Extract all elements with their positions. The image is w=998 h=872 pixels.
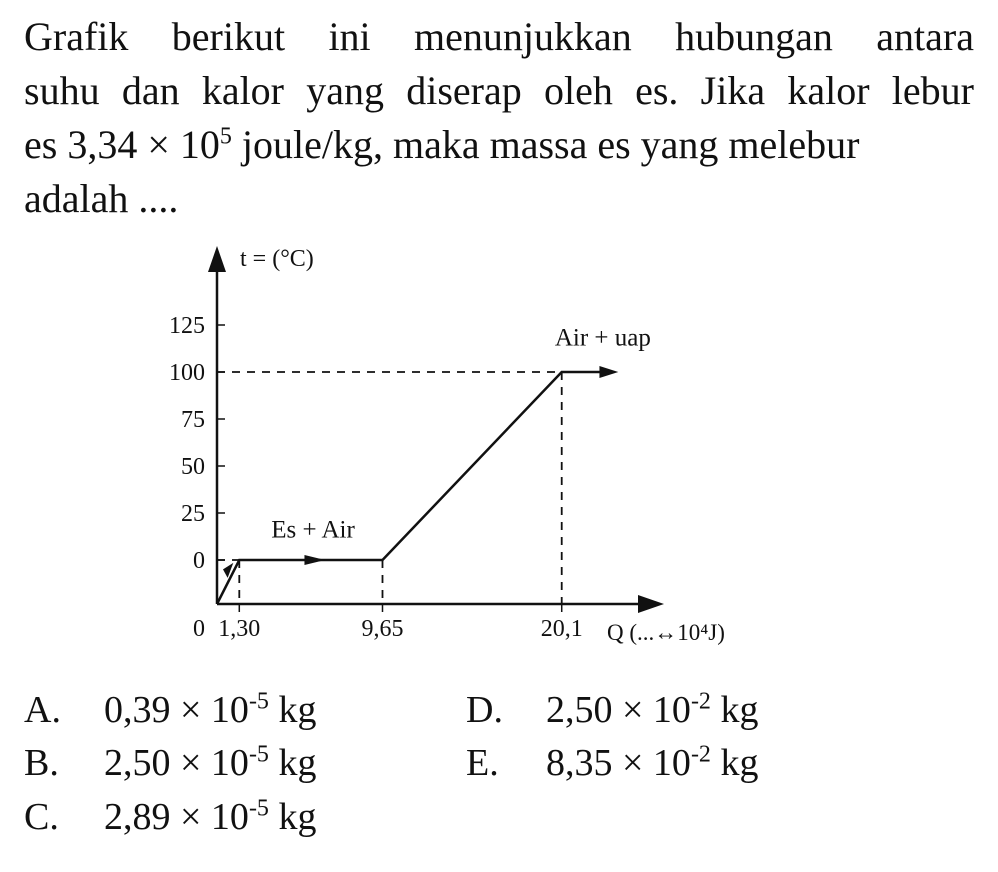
y-tick-label: 0 xyxy=(193,548,205,574)
option-letter: A. xyxy=(24,689,61,731)
option-unit: kg xyxy=(710,742,759,784)
word: yang xyxy=(306,68,384,113)
x-axis-arrow xyxy=(638,595,664,613)
x-tick-label: 20,1 xyxy=(540,616,583,642)
chart-guide-lines xyxy=(217,372,562,604)
word: hubungan xyxy=(675,14,833,59)
option-unit: kg xyxy=(268,796,317,838)
y-tick-label: 75 xyxy=(181,407,205,433)
chart-series xyxy=(217,366,618,604)
y-tick-label: 50 xyxy=(181,454,205,480)
option-c[interactable] xyxy=(24,795,316,839)
series-line xyxy=(217,372,611,604)
question-line-3-start: es 3,34 × 10 xyxy=(24,122,220,167)
y-tick-label: 125 xyxy=(169,313,205,339)
x-tick-label: 9,65 xyxy=(361,616,404,642)
option-value: 2,50 × 10 xyxy=(104,742,249,784)
word: menunjukkan xyxy=(414,14,632,59)
option-exponent: -2 xyxy=(690,688,711,715)
option-a[interactable] xyxy=(24,688,316,732)
option-unit: kg xyxy=(268,742,317,784)
option-letter: E. xyxy=(466,742,499,784)
word: dan xyxy=(121,68,180,113)
x-tick-label: 0 xyxy=(193,616,205,642)
word: ini xyxy=(328,14,371,59)
chart-labels xyxy=(169,246,725,645)
option-letter: C. xyxy=(24,796,59,838)
melting-arrow xyxy=(304,555,325,565)
question-line-4: adalah .... xyxy=(24,176,179,221)
option-exponent: -2 xyxy=(690,741,711,768)
chart-axes xyxy=(208,246,664,613)
word: kalor xyxy=(787,68,870,113)
y-axis-title: t = (°C) xyxy=(240,246,314,272)
option-letter: B. xyxy=(24,742,59,784)
x-axis-title: Q (...↔10⁴J) xyxy=(607,620,725,645)
word: es. xyxy=(635,68,679,113)
option-value: 2,89 × 10 xyxy=(104,796,249,838)
option-value: 8,35 × 10 xyxy=(546,742,691,784)
question-line-3-end: joule/kg, maka massa es yang melebur xyxy=(231,122,860,167)
option-b[interactable] xyxy=(24,741,316,785)
option-e[interactable] xyxy=(466,741,758,785)
word: Grafik xyxy=(24,14,129,59)
option-unit: kg xyxy=(268,689,317,731)
exponent: 5 xyxy=(219,123,232,150)
option-unit: kg xyxy=(710,689,759,731)
word: lebur xyxy=(891,68,974,113)
option-letter: D. xyxy=(466,689,503,731)
word: diserap xyxy=(406,68,522,113)
word: oleh xyxy=(543,68,613,113)
word: kalor xyxy=(201,68,284,113)
annotation-label: Air + uap xyxy=(554,324,651,352)
option-exponent: -5 xyxy=(248,741,269,768)
x-tick-label: 1,30 xyxy=(218,616,261,642)
y-tick-label: 100 xyxy=(169,360,205,386)
annotation-label: Es + Air xyxy=(271,516,355,544)
y-tick-label: 25 xyxy=(181,501,205,527)
option-exponent: -5 xyxy=(248,688,269,715)
option-value: 0,39 × 10 xyxy=(104,689,249,731)
word: berikut xyxy=(171,14,286,59)
option-d[interactable] xyxy=(466,688,758,732)
word: Jika xyxy=(700,68,766,113)
word: antara xyxy=(876,14,974,59)
y-axis-arrow xyxy=(208,246,226,272)
option-exponent: -5 xyxy=(248,795,269,822)
end-arrow xyxy=(599,366,618,378)
option-value: 2,50 × 10 xyxy=(546,689,691,731)
word: suhu xyxy=(24,68,100,113)
